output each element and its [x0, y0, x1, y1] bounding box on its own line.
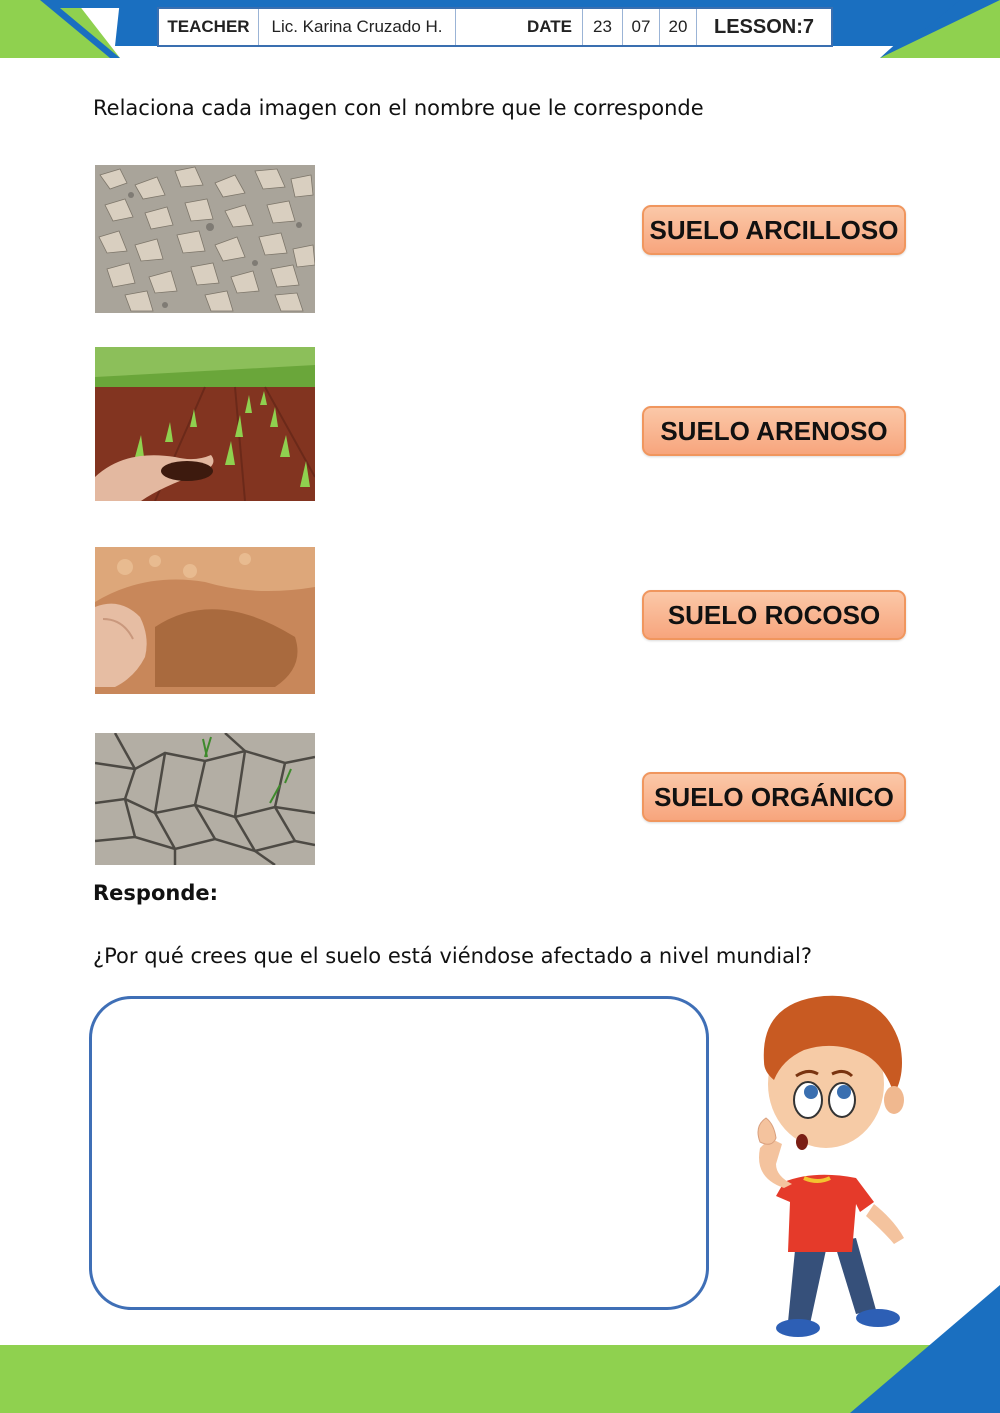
- respond-title: Responde:: [93, 881, 218, 905]
- header-info-table: [157, 7, 833, 47]
- teacher-name: Lic. Karina Cruzado H.: [259, 9, 456, 45]
- sandy-soil-photo: [95, 547, 315, 694]
- lesson-number: LESSON:7: [713, 15, 815, 38]
- date-day: 23: [583, 9, 623, 45]
- rocky-soil-photo: [95, 165, 315, 313]
- date-year: 20: [660, 9, 697, 45]
- clay-soil-photo: [95, 733, 315, 865]
- label-suelo-rocoso[interactable]: SUELO ROCOSO: [642, 590, 906, 640]
- answer-textbox[interactable]: [89, 996, 709, 1310]
- question-text: ¿Por qué crees que el suelo está viéndose afectado a nivel mundial?: [93, 944, 812, 968]
- label-suelo-arenoso[interactable]: SUELO ARENOSO: [642, 406, 906, 456]
- teacher-label: TEACHER: [159, 9, 259, 45]
- date-label: DATE: [456, 9, 583, 45]
- label-suelo-organico[interactable]: SUELO ORGÁNICO: [642, 772, 906, 822]
- label-suelo-arcilloso[interactable]: SUELO ARCILLOSO: [642, 205, 906, 255]
- instruction-text: Relaciona cada imagen con el nombre que le corresponde: [93, 96, 704, 120]
- date-month: 07: [623, 9, 660, 45]
- footer-banner: [0, 1285, 1000, 1413]
- organic-soil-photo: [95, 347, 315, 501]
